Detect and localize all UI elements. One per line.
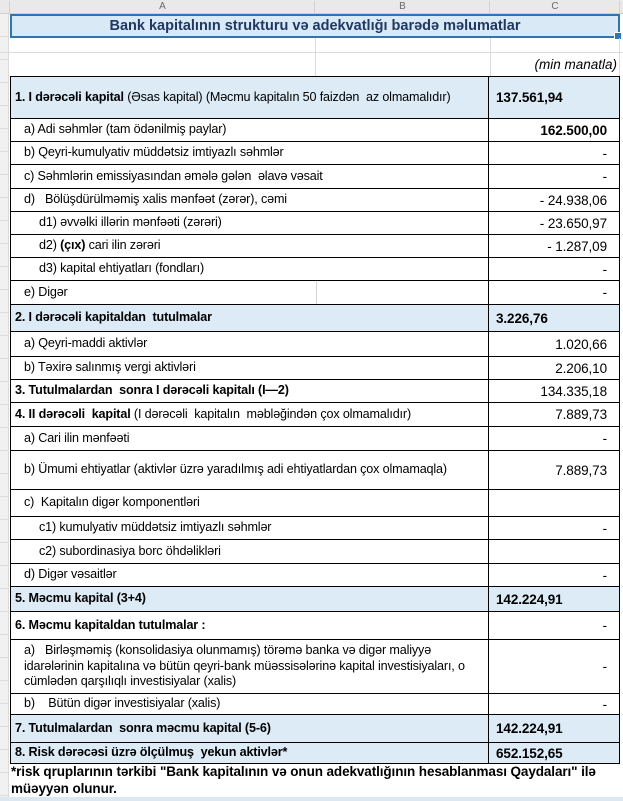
row-label-2a[interactable]: a) Qeyri-maddi aktivlər xyxy=(11,332,489,356)
row-label-5[interactable]: 5. Məcmu kapital (3+4) xyxy=(11,587,489,611)
row-label-1a[interactable]: a) Adi səhmlər (tam ödənilmiş paylar) xyxy=(11,119,489,141)
table-row-6 xyxy=(11,611,619,639)
table-row-1d2 xyxy=(11,234,619,257)
row-value-1d1[interactable]: - 23.650,97 xyxy=(539,215,607,231)
table-row-2b xyxy=(11,356,619,379)
table-row-4c xyxy=(11,489,619,516)
row-label-1d2[interactable]: d2) (çıx) cari ilin zərəri xyxy=(11,235,489,257)
column-header-b[interactable]: B xyxy=(399,1,406,12)
column-header-a[interactable]: A xyxy=(159,1,166,12)
row-value-1e[interactable]: - xyxy=(602,285,607,300)
row-value-8[interactable]: 652.152,65 xyxy=(496,745,563,761)
row-label-1[interactable]: 1. I dərəcəli kapital (Əsas kapital) (Məcmu kapitalın 50 faizdən az olmamalıdır) xyxy=(11,77,489,118)
sheet-title: Bank kapitalının strukturu və adekvatlığı barədə məlumatlar xyxy=(109,18,521,34)
row-value-1c[interactable]: - xyxy=(602,169,607,184)
row-label-6b[interactable]: b) Bütün digər investisiyalar (xalis) xyxy=(11,694,489,714)
row-value-1[interactable]: 137.561,94 xyxy=(496,90,563,105)
gridline xyxy=(619,38,620,76)
row-value-4c[interactable] xyxy=(489,490,619,516)
row-value-6[interactable]: - xyxy=(602,618,607,633)
selection-fill-handle[interactable] xyxy=(614,32,622,40)
table-row-6b xyxy=(11,693,619,714)
row-label-6a[interactable]: a) Birləşməmiş (konsolidasiya olunmamış) törəmə banka və digər maliyyə idarələrinin kapitalına və bütün qeyri-bank müəssisələrinə kapital investisiyaları, o cümlədən qarşılıqlı investisiyalar (xalis) xyxy=(11,640,489,693)
row-label-1d[interactable]: d) Bölüşdürülməmiş xalis mənfəət (zərər), cəmi xyxy=(11,189,489,211)
row-value-4b[interactable]: 7.889,73 xyxy=(555,462,607,478)
table-row-8 xyxy=(11,742,619,763)
table-row-5 xyxy=(11,586,619,611)
row-value-6b[interactable]: - xyxy=(602,696,607,712)
column-header-strip xyxy=(0,0,623,14)
row-label-1c[interactable]: c) Səhmlərin emissiyasından əmələ gələn əlavə vəsait xyxy=(11,165,489,188)
row-label-1e[interactable]: e) Digər xyxy=(11,281,489,304)
table-row-1d xyxy=(11,188,619,211)
row-value-1d[interactable]: - 24.938,06 xyxy=(539,192,607,208)
table-row-7 xyxy=(11,714,619,742)
table-row-6a xyxy=(11,639,619,693)
row-value-2b[interactable]: 2.206,10 xyxy=(555,360,607,376)
row-value-4c2[interactable] xyxy=(489,540,619,563)
column-header-c[interactable]: C xyxy=(551,1,559,12)
table-row-2 xyxy=(11,304,619,331)
table-row-4c1 xyxy=(11,516,619,539)
row-label-3[interactable]: 3. Tutulmalardan sonra I dərəcəli kapitalı (I—2) xyxy=(11,380,489,402)
row-label-4a[interactable]: a) Cari ilin mənfəəti xyxy=(11,427,489,450)
row-label-4c[interactable]: c) Kapitalın digər komponentləri xyxy=(11,490,489,516)
row-value-1b[interactable]: - xyxy=(602,145,607,161)
table-row-4 xyxy=(11,402,619,426)
capital-table xyxy=(10,76,620,764)
table-row-1a xyxy=(11,118,619,141)
table-row-1c xyxy=(11,164,619,188)
row-label-4d[interactable]: d) Digər vəsaitlər xyxy=(11,564,489,586)
row-value-2a[interactable]: 1.020,66 xyxy=(555,336,607,352)
row-label-6[interactable]: 6. Məcmu kapitaldan tutulmalar : xyxy=(11,612,489,639)
footnote-cell[interactable]: *risk qruplarının tərkibi "Bank kapitalının və onun adekvatlığının hesablanması Qaydaları" ilə müəyyən olunur. xyxy=(11,764,596,796)
table-row-1d1 xyxy=(11,211,619,234)
row-value-1d2[interactable]: - 1.287,09 xyxy=(547,238,607,254)
table-row-1 xyxy=(11,77,619,118)
column-separator xyxy=(619,1,620,13)
row-label-8[interactable]: 8. Risk dərəcəsi üzrə ölçülmuş yekun aktivlər* xyxy=(11,743,489,763)
row-value-7[interactable]: 142.224,91 xyxy=(496,721,563,736)
column-separator xyxy=(489,1,490,13)
row-label-1b[interactable]: b) Qeyri-kumulyativ müddətsiz imtiyazlı səhmlər xyxy=(11,142,489,164)
title-cell[interactable] xyxy=(10,14,620,38)
unit-note-cell[interactable] xyxy=(10,52,617,76)
partial-next-row xyxy=(0,797,623,801)
row-label-4c2[interactable]: c2) subordinasiya borc öhdəlikləri xyxy=(11,540,489,563)
row-label-1d3[interactable]: d3) kapital ehtiyatları (fondları) xyxy=(11,258,489,280)
table-row-2a xyxy=(11,331,619,356)
row-label-7[interactable]: 7. Tutulmalardan sonra məcmu kapital (5-6) xyxy=(11,715,489,742)
row-label-2b[interactable]: b) Təxirə salınmış vergi aktivləri xyxy=(11,357,489,379)
table-row-3 xyxy=(11,379,619,402)
row-value-2[interactable]: 3.226,76 xyxy=(496,310,548,326)
row-label-4c1[interactable]: c1) kumulyativ müddətsiz imtiyazlı səhmlər xyxy=(11,517,489,539)
table-row-4c2 xyxy=(11,539,619,563)
row-value-3[interactable]: 134.335,18 xyxy=(540,383,607,399)
row-label-2[interactable]: 2. I dərəcəli kapitaldan tutulmalar xyxy=(11,305,489,331)
row-label-4[interactable]: 4. II dərəcəli kapital (I dərəcəli kapitalın məbləğindən çox olmamalıdır) xyxy=(11,403,489,426)
row-header-strip xyxy=(0,14,9,797)
table-row-4a xyxy=(11,426,619,450)
row-value-5[interactable]: 142.224,91 xyxy=(496,591,563,607)
column-separator xyxy=(9,1,10,13)
row-value-4[interactable]: 7.889,73 xyxy=(555,407,607,422)
row-value-1a[interactable]: 162.500,00 xyxy=(540,122,607,138)
row-value-4c1[interactable]: - xyxy=(602,520,607,536)
table-row-4d xyxy=(11,563,619,586)
table-row-1b xyxy=(11,141,619,164)
table-row-1e xyxy=(11,280,619,304)
table-row-4b xyxy=(11,450,619,489)
column-separator xyxy=(314,1,315,13)
row-value-4d[interactable]: - xyxy=(602,567,607,583)
row-value-6a[interactable]: - xyxy=(602,659,607,674)
row-label-1d1[interactable]: d1) əvvəlki illərin mənfəəti (zərəri) xyxy=(11,212,489,234)
table-row-1d3 xyxy=(11,257,619,280)
row-value-4a[interactable]: - xyxy=(602,431,607,446)
row-label-4b[interactable]: b) Ümumi ehtiyatlar (aktivlər üzrə yaradılmış adi ehtiyatlardan çox olmamaqla) xyxy=(11,451,489,489)
unit-note-text: (min manatla) xyxy=(534,56,617,72)
row-value-1d3[interactable]: - xyxy=(602,261,607,277)
